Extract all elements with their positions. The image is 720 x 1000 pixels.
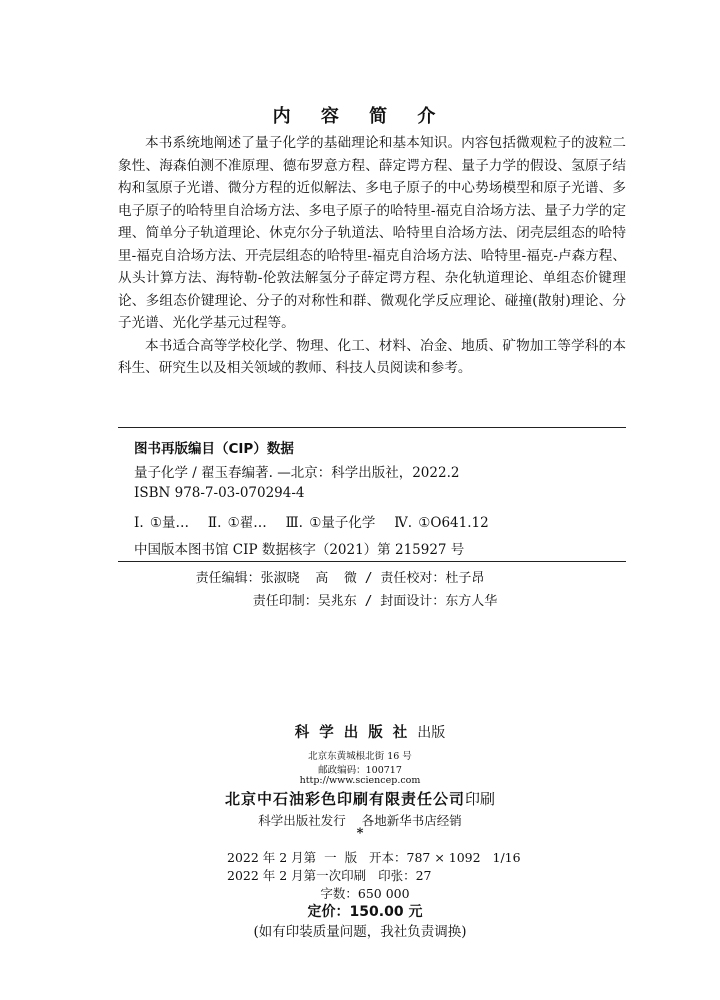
cip-isbn: ISBN 978-7-03-070294-4 bbox=[134, 485, 305, 501]
cip-top-divider bbox=[118, 427, 626, 428]
word-count: 字数：650 000 bbox=[320, 886, 410, 901]
publisher-zip: 邮政编码：100717 bbox=[318, 765, 402, 776]
edition-line: 2022 年 2 月第 一 版 开本：787 × 1092 1/16 bbox=[227, 850, 521, 865]
summary-body bbox=[118, 132, 626, 380]
printer-line bbox=[0, 788, 720, 809]
staff-production: 责任印制：吴兆东 / 封面设计：东方人华 bbox=[252, 594, 498, 609]
staff-editors: 责任编辑：张淑晓 高 微 / 责任校对：杜子昂 bbox=[195, 571, 485, 586]
publisher-line bbox=[0, 721, 720, 742]
separator-star: * bbox=[356, 826, 364, 841]
cip-classification: Ⅰ. ①量… Ⅱ. ①翟… Ⅲ. ①量子化学 Ⅳ. ①O641.12 bbox=[134, 515, 489, 531]
publisher-address: 北京东黄城根北街 16 号 bbox=[308, 751, 412, 762]
publisher-website: http://www.sciencep.com bbox=[299, 775, 421, 786]
distribution-line: 科学出版社发行 各地新华书店经销 bbox=[258, 813, 462, 828]
cip-heading: 图书再版编目（CIP）数据 bbox=[134, 441, 294, 457]
cip-record-number: 中国版本图书馆 CIP 数据核字（2021）第 215927 号 bbox=[134, 542, 465, 558]
printer-name: 北京中石油彩色印刷有限责任公司 bbox=[224, 790, 465, 808]
publisher-name: 科学出版社 bbox=[294, 724, 418, 741]
printer-suffix: 印刷 bbox=[465, 790, 496, 808]
summary-paragraph-1: 本书系统地阐述了量子化学的基础理论和基本知识。内容包括微观粒子的波粒二象性、海森伯测不准原理、德布罗意方程、薛定谔方程、量子力学的假设、氢原子结构和氢原子光谱、微分方程的近似解法、多电子原子的中心势场模型和原子光谱、多电子原子的哈特里自洽场方法、多电子原子的哈特里-福克自洽场方法、量子力学的定理、简单分子轨道理论、休克尔分子轨道法、哈特里自洽场方法、闭壳层组态的哈特里-福克自洽场方法、开壳层组态的哈特里-福克自洽场方法、哈特里-福克-卢森方程、从头计算方法、海特勒-伦敦法解氢分子薛定谔方程、杂化轨道理论、单组态价键理论、多组态价键理论、分子的对称性和群、微观化学反应理论、碰撞(散射)理论、分子光谱、光化学基元过程等。 bbox=[118, 135, 626, 331]
summary-paragraph-2: 本书适合高等学校化学、物理、化工、材料、冶金、地质、矿物加工等学科的本科生、研究生以及相关领域的教师、科技人员阅读和参考。 bbox=[118, 337, 626, 376]
publisher-suffix: 出版 bbox=[417, 725, 446, 741]
cip-bottom-divider bbox=[118, 561, 626, 562]
quality-note: (如有印装质量问题，我社负责调换) bbox=[253, 924, 467, 940]
summary-title: 内 容 简 介 bbox=[272, 106, 448, 127]
price: 定价：150.00 元 bbox=[307, 904, 423, 920]
printing-line: 2022 年 2 月第一次印刷 印张：27 bbox=[227, 868, 432, 883]
cip-title-line: 量子化学 / 翟玉春编著. —北京：科学出版社，2022.2 bbox=[134, 465, 460, 481]
